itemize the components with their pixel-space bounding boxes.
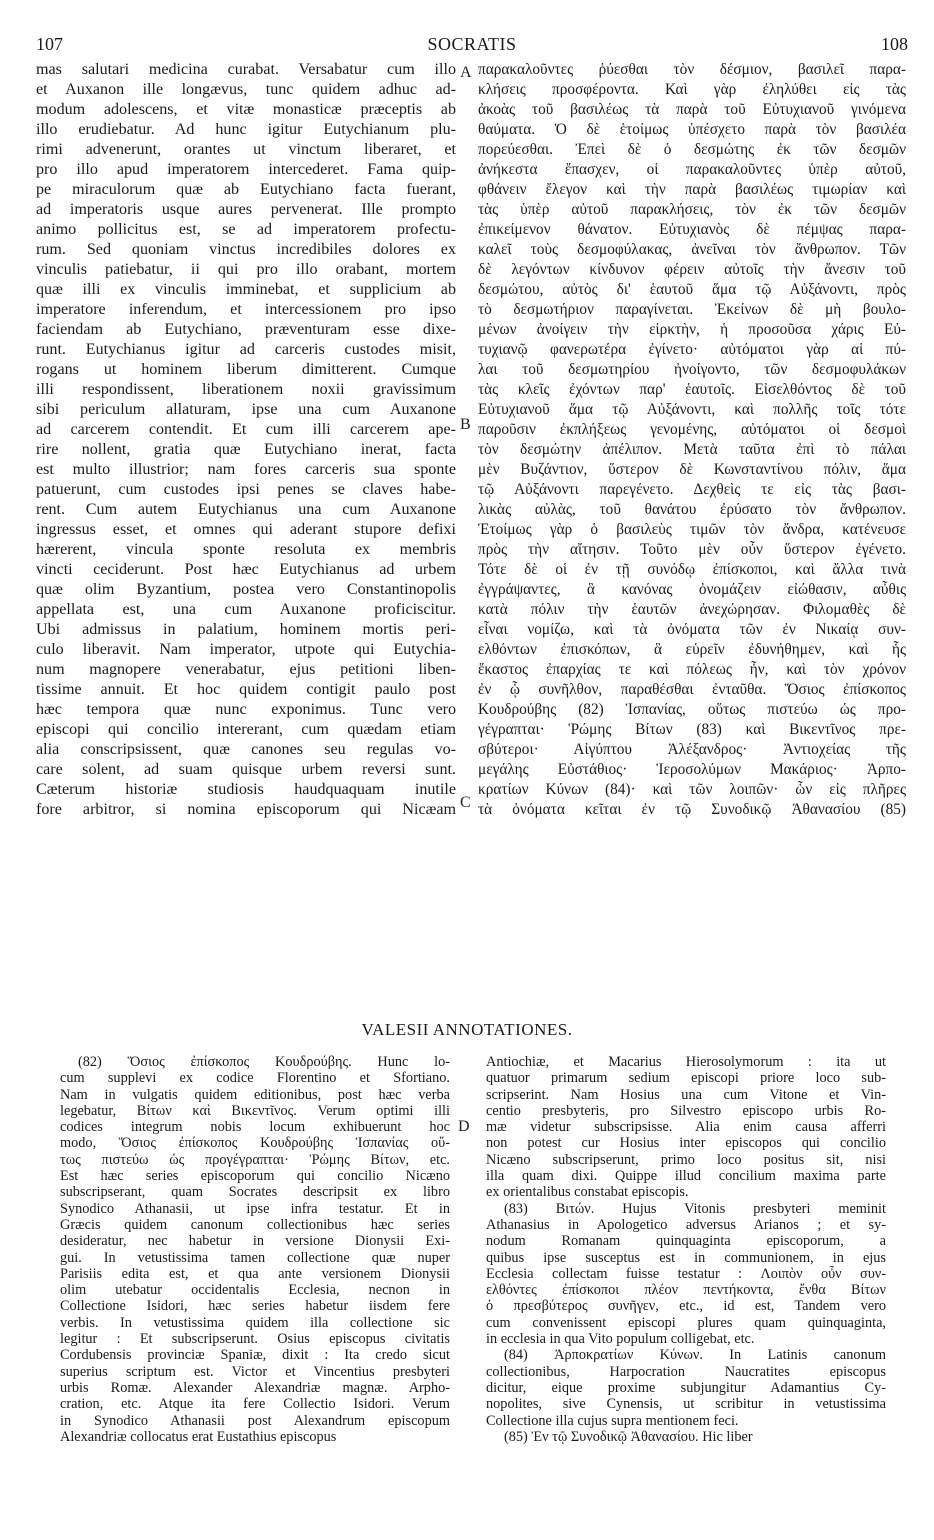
note-line: in ecclesia in qua Vito populum colligebat, etc. [486, 1331, 755, 1348]
note-line: Synodico Athanasii, ut ipse infra testatur. Et in [60, 1200, 450, 1217]
note-line: verbis. In vetustissima quidem illa collectione sic [60, 1314, 450, 1331]
note-line: olim utebatur occidentalis Ecclesia, necnon in [60, 1282, 450, 1299]
note-line: legebatur, Βίτων καὶ Βικεντῖνος. Verum optimi illi [60, 1102, 450, 1119]
greek-text-column [478, 60, 906, 820]
text-line: illo erudiebatur. Ad hunc igitur Eutychianum plu- [36, 121, 456, 138]
note-line: dicitur, eique proxime subjungitur Adamantius Cy- [486, 1379, 886, 1396]
text-line: vinculis patiebatur, ii qui pro illo orabant, mortem [36, 261, 456, 278]
note-line: nopolites, sive Cynensis, ut scribitur in vetustissima [486, 1396, 886, 1413]
text-line: ἐν ᾧ συνῆλθον, παραθέσθαι ἐνταῦθα. Ὅσιος ἐπίσκοπος [478, 681, 906, 698]
text-line: runt. Eutychianus igitur ad carceris custodes misit, [36, 341, 456, 358]
text-line: rimi advenerunt, orantes ut vinctum liberaret, et [36, 141, 456, 158]
note-line: cum supplevi ex codice Florentino et Sfortiano. [60, 1070, 450, 1087]
text-line: ἀκοὰς τοῦ βασιλέως τὰ παρὰ τοῦ Εὐτυχιανοῦ γινόμενα [478, 101, 906, 118]
text-line: quæ olim Byzantium, postea vero Constantinopolis [36, 581, 456, 598]
note-line: collectionibus, Harpocration Naucratites episcopus [486, 1363, 886, 1380]
text-line: rum. Sed quoniam vinctus incredibiles dolores ex [36, 241, 456, 258]
note-line: desideratur, nec habetur in versione Dionysii Exi- [60, 1233, 450, 1250]
text-line: πρὸς τὴν αἴτησιν. Τοῦτο μὲν οὖν ὕστερον ἐγένετο. [478, 541, 906, 558]
note-line: Collectione illa cujus supra mentionem feci. [486, 1412, 739, 1429]
text-line: quæ illi ex vinculis imminebat, et supplicium ab [36, 281, 456, 298]
text-line: Ἑτοίμως γὰρ ὁ βασιλεὺς τιμῶν τὸν ἄνδρα, κατένευσε [478, 521, 906, 538]
note-line: codices integrum nobis locum exhibuerunt hoc [60, 1119, 450, 1136]
text-line: imperatore inferendum, et intercessionem pro ipso [36, 301, 456, 318]
text-line: ἀνήκεστα ἔπασχεν, οἱ παρακαλοῦντες ὑπὲρ αὐτοῦ, [478, 161, 906, 178]
text-line: ad imperatoris usque aures pervenerat. Ille prompto [36, 201, 456, 218]
note-line: Antiochiæ, et Macarius Hierosolymorum : ita ut [486, 1054, 886, 1070]
text-line: τὰς κλεῖς ἐχόντων παρ' ἑαυτοῖς. Εἰσελθόντος δὲ τοῦ [478, 381, 906, 398]
text-line: δὲ λεγόντων κίνδυνον φέρειν αὐτοῖς τὴν ἄνεσιν τοῦ [478, 261, 906, 278]
note-line: centio presbyteris, pro Silvestro episcopo urbis Ro- [486, 1102, 886, 1119]
note-line: Alexandriæ collocatus erat Eustathius episcopus [60, 1428, 337, 1445]
text-line: παροῦσιν ἐκπλήξεως γενομένης, αὐτόματοι οἱ δεσμοὶ [478, 421, 906, 438]
text-line: culo liberavit. Nam imperator, utpote qui Eutychia- [36, 641, 456, 658]
text-line: λικὰς αὐλὰς, τοῦ θανάτου ἐρύσατο τὸν ἄνθρωπον. [478, 501, 906, 518]
text-line: μεγάλης Εὐστάθιος· Ἱεροσολύμων Μακάριος· Ἀρπο- [478, 761, 906, 778]
page-number-left: 107 [36, 34, 63, 54]
text-line: φθάνειν ἔλεγον καὶ τὴν παρὰ βασιλέως τιμωρίαν καὶ [478, 181, 906, 198]
note-line: legitur : Et subscripserunt. Osius episcopus civitatis [60, 1331, 450, 1348]
text-line: patuerunt, cum custodes ipsi penes se claves habe- [36, 481, 456, 498]
running-title: SOCRATIS [427, 34, 517, 54]
note-line: (82) Ὅσιος ἐπίσκοπος Κουδρούβης. Hunc lo- [78, 1054, 450, 1070]
text-line: λαι τοῦ δεσμωτηρίου ἠνοίγοντο, τῶν δεσμοφυλάκων [478, 361, 906, 378]
text-line: modum adolescens, et vitæ monasticæ præceptis ab [36, 101, 456, 118]
text-line: παρακαλοῦντες ῥύεσθαι τὸν δέσμιον, βασιλεῖ παρα- [478, 61, 906, 78]
text-line: δεσμώτου, αὐτὸς δι' ἑαυτοῦ ἅμα τῷ Αὐξάνοντι, πρὸς [478, 281, 906, 298]
note-line: Collectione Isidori, hæc series habetur iisdem fere [60, 1298, 450, 1315]
text-line: μὲν Βυζάντιον, ὕστερον δὲ Κωνσταντίνου πόλιν, ἅμα [478, 461, 906, 478]
note-line: Parisiis edita est, et qua ante versionem Dionysii [60, 1265, 450, 1282]
note-line: Cordubensis provinciæ Spaniæ, dixit : Ita credo sicut [60, 1347, 450, 1364]
annotations-title: VALESII ANNOTATIONES. [361, 1020, 573, 1039]
note-line: Athanasius in Apologetico adversus Arianos ; et sy- [486, 1216, 886, 1233]
note-line: Nicæno subscripserunt, primo loco positus sit, nisi [486, 1151, 886, 1168]
text-line: πορεύεσθαι. Ἐπεὶ δὲ ὁ δεσμώτης ἐκ τῶν δεσμῶν [478, 141, 906, 158]
note-line: cum convenissent episcopi plures quam quinquaginta, [486, 1314, 886, 1331]
note-line: nodum Romanam quinquaginta episcoporum, a [486, 1233, 886, 1250]
text-line: fore arbitror, si nomina episcoporum qui Nicæam [36, 801, 456, 818]
text-line: τυχιανῷ φανερωτέρα ἐγίνετο· αὐτόματοι γὰρ αἱ πύ- [478, 341, 906, 358]
running-header [36, 34, 908, 58]
text-line: mas salutari medicina curabat. Versabatur cum illo [36, 61, 456, 78]
text-line: Κουδρούβης (82) Ἱσπανίας, οὕτως πιστεύω ὡς προ- [478, 701, 906, 718]
note-line: Est hæc series episcoporum qui concilio Nicæno [60, 1168, 450, 1185]
note-line: Nam in vulgatis quidem editionibus, post hæc verba [60, 1086, 450, 1103]
text-line: ελθόντων ἐπισκόπων, ἃ εὑρεῖν ἐδυνήθημεν, καὶ ἧς [478, 641, 906, 658]
text-line: episcopi qui concilio intererant, cum quædam etiam [36, 721, 456, 738]
text-line: κατὰ πόλιν τὴν ἑαυτῶν ἀνεχώρησαν. Φιλομαθὲς δὲ [478, 601, 906, 618]
text-line: et Auxanon ille longævus, tunc quidem adhuc ad- [36, 81, 456, 98]
page-number-right: 108 [881, 34, 908, 54]
text-line: rire nollent, gratia quæ Eutychiano inerat, facta [36, 441, 456, 458]
text-line: κρατίων Κύνων (84)· καὶ τῶν λοιπῶν· ὧν εἰς πλῆρες [478, 781, 906, 798]
notes-left-column [60, 1054, 450, 1445]
note-line: quibus ipse susceptus est in communionem, in ejus [486, 1249, 886, 1266]
text-line: εἶναι νομίζω, καὶ τὰ ὀνόματα τῶν ἐν Νικαίᾳ συν- [478, 621, 906, 638]
note-line: superius scriptum est. Victor et Vincentius presbyteri [60, 1363, 450, 1380]
text-line: Ubi admissus in palatium, hominem mortis peri- [36, 621, 456, 638]
note-line: in Synodico Athanasii post Alexandrum episcopum [60, 1412, 450, 1429]
text-line: τὰς ὑπὲρ αὐτοῦ παρακλήσεις, τὸν ἐκ τῶν δεσμῶν [478, 201, 906, 218]
text-line: μένων ἀνοίγειν τὴν εἱρκτὴν, ἡ προσοῦσα χάρις Εὐ- [478, 321, 906, 338]
text-line: τὸ δεσμωτήριον παραγίνεται. Ἐκείνων δὲ μὴ βουλο- [478, 301, 906, 318]
text-line: care solent, ad suam quisque urbem reversi sunt. [36, 761, 456, 778]
text-line: καλεῖ τοὺς δεσμοφύλακας, ἀνεῖναι τὸν ἄνθρωπον. Τῶν [478, 241, 906, 258]
text-line: ἐπικείμενον θάνατον. Εὐτυχιανὸς δὲ πέμψας παρα- [478, 221, 906, 238]
text-line: appellata est, una cum Auxanone proficiscitur. [36, 601, 456, 618]
note-line: gui. In vetustissima tamen collectione quæ nuper [60, 1249, 450, 1266]
text-line: pro illo apud imperatorem intercederet. Fama quip- [36, 161, 456, 178]
note-line: ex orientalibus constabat episcopis. [486, 1184, 689, 1201]
text-line: hærerent, vincula sponte resoluta ex membris [36, 541, 456, 558]
note-line: ὁ πρεσβύτερος συνῆγεν, etc., id est, Tandem vero [486, 1298, 886, 1315]
note-line: ελθόντες ἐπίσκοποι πλέον πεντήκοντα, ἔνθα Βίτων [486, 1282, 886, 1299]
text-line: alia conscripsissent, quæ canones seu regulas vo- [36, 741, 456, 758]
text-line: est multo illustrior; nam fores carceris sua sponte [36, 461, 456, 478]
text-line: ἕκαστος ἐπαρχίας τε καὶ πόλεως ἦν, καὶ τὸν χρόνον [478, 661, 906, 678]
note-line: (84) Ἀρποκρατίων Κύνων. In Latinis canonum [504, 1347, 886, 1364]
note-line: illa quam dixi. Quippe illud concilium maxima parte [486, 1168, 886, 1185]
margin-letter-d: D [458, 1118, 470, 1135]
margin-letter-b: B [460, 416, 471, 433]
note-line: non potest cur Hosius inter episcopos qui concilio [486, 1135, 886, 1152]
text-line: γέγραπται· Ῥώμης Βίτων (83) καὶ Βικεντῖνος πρε- [478, 721, 906, 738]
text-line: Cæterum historiæ studiosis haudquaquam inutile [36, 781, 456, 798]
text-line: rent. Cum autem Eutychianus una cum Auxanone [36, 501, 456, 518]
note-line: scripserint. Nam Hosius una cum Vitone et Vin- [486, 1086, 886, 1103]
text-line: illi respondissent, liberationem noxii gravissimum [36, 381, 456, 398]
note-line: Græcis quidem canonum collectionibus hæc series [60, 1216, 450, 1233]
note-line: subscripserant, quam Socrates descripsit ex libro [60, 1184, 450, 1201]
note-line: τως πιστεύω ὡς προγέγραπται· Ῥώμης Βίτων, etc. [60, 1151, 450, 1168]
text-line: pe miraculorum quæ ab Eutychiano facta fuerant, [36, 181, 456, 198]
note-line: (83) Βιτών. Hujus Vitonis presbyteri meminit [504, 1200, 886, 1217]
notes-right-column [486, 1054, 886, 1445]
text-line: Τότε δὲ οἱ ἐν τῇ συνόδῳ ἐπίσκοποι, καὶ ἄλλα τινὰ [478, 561, 906, 578]
text-line: hæc tempora quæ nunc exponimus. Tunc vero [36, 701, 456, 718]
text-line: τῷ Αὐξάνοντι παρεγένετο. Δεχθεὶς τε εἰς τὰς βασι- [478, 481, 906, 498]
text-line: sibi periculum allaturam, ipse una cum Auxanone [36, 401, 456, 418]
text-line: ἐγγράψαντες, ἃ κανόνας ὀνομάζειν εἰώθασιν, αὖθις [478, 581, 906, 598]
text-line: κλήσεις προσφέροντα. Καὶ γὰρ ἐληλύθει εἰς τὰς [478, 81, 906, 98]
text-line: num magnopere venerabatur, ejus petitioni liben- [36, 661, 456, 678]
note-line: modo, Ὅσιος ἐπίσκοπος Κουδρούβης Ἱσπανίας οὕ- [60, 1135, 450, 1152]
note-line: mæ videtur subscripsisse. Alia enim causa afferri [486, 1119, 886, 1136]
note-line: cration, etc. Atque ita fere Collectio Isidori. Verum [60, 1396, 450, 1413]
text-line: faciendam ab Eutychiano, præventuram esse dixe- [36, 321, 456, 338]
note-line: urbis Romæ. Alexander Alexandriæ magnæ. Arpho- [60, 1379, 450, 1396]
text-line: ad carcerem contendit. Et cum illi carcerem ape- [36, 421, 456, 438]
text-line: θαύματα. Ὁ δὲ ἑτοίμως ὑπέσχετο παρὰ τὸν βασιλέα [478, 121, 906, 138]
text-line: τὸν δεσμώτην ἀπέλιπον. Μετὰ ταῦτα ἐπὶ τὸ πάλαι [478, 441, 906, 458]
text-line: σβύτεροι· Αἰγύπτου Ἀλέξανδρος· Ἀντιοχείας τῆς [478, 741, 906, 758]
text-line: rogans ut hominem liberum dimitterent. Cumque [36, 361, 456, 378]
text-line: Εὐτυχιανοῦ ἅμα τῷ Αὐξάνοντι, καὶ πολλῆς τοῖς τότε [478, 401, 906, 418]
margin-letter-a: A [460, 64, 472, 81]
text-line: ingressus esset, et omnes qui aderant stupore defixi [36, 521, 456, 538]
text-line: animo pollicitus est, se ad imperatorem profectu- [36, 221, 456, 238]
note-line: (85) Ἐν τῷ Συνοδικῷ Ἀθανασίου. Hic liber [504, 1428, 753, 1445]
text-line: tissime annuit. Et hoc quidem contigit paulo post [36, 681, 456, 698]
text-line: τὰ ὀνόματα κεῖται ἐν τῷ Συνοδικῷ Ἀθανασίου (85) [478, 801, 906, 818]
note-line: quatuor primarum sedium episcopi priore loco sub- [486, 1070, 886, 1087]
margin-letter-c: C [460, 794, 471, 811]
latin-text-column [36, 60, 456, 820]
note-line: Ecclesia collectam fuisse testatur : Λοιπὸν οὖν συν- [486, 1265, 886, 1282]
text-line: vincti ceciderunt. Post hæc Eutychianus ad urbem [36, 561, 456, 578]
